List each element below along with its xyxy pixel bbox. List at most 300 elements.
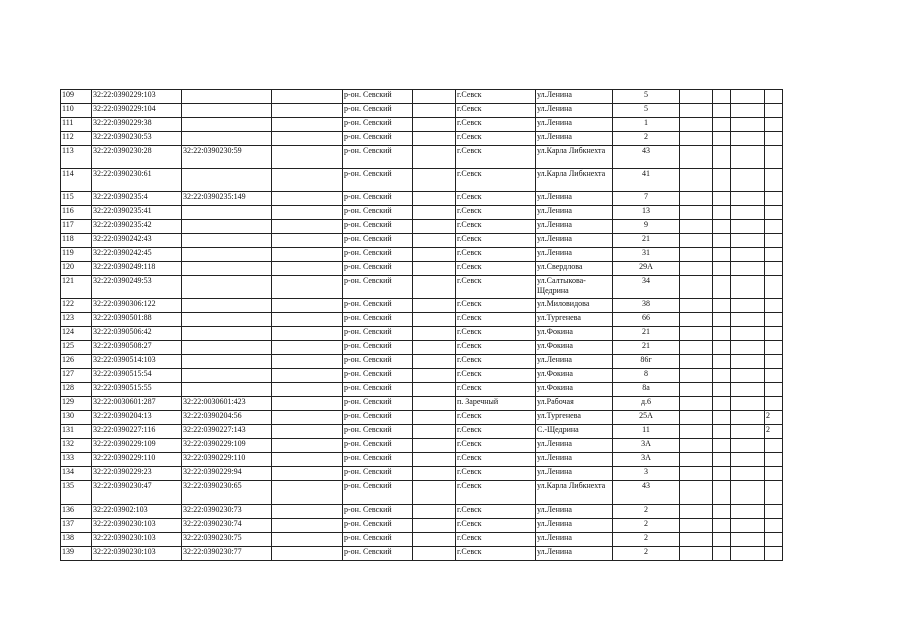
row-number-cell: 139 [61,547,92,561]
empty-cell [272,327,343,341]
empty-cell [680,132,713,146]
empty-cell [680,505,713,519]
empty-cell [680,234,713,248]
street-cell: ул.Ленина [536,505,613,519]
cadastral-number-cell: 32:22:0390229:23 [92,467,182,481]
street-cell: ул.Ленина [536,248,613,262]
street-cell: ул.Ленина [536,355,613,369]
house-number-cell: 38 [613,299,680,313]
extra-value-cell [765,206,783,220]
extra-value-cell [765,313,783,327]
cadastral-number-cell: 32:22:0390515:54 [92,369,182,383]
empty-cell [680,90,713,104]
house-number-cell: 11 [613,425,680,439]
empty-cell [713,467,731,481]
cadastral-number-2-cell: 32:22:0390230:73 [182,505,272,519]
empty-cell [680,439,713,453]
empty-cell [680,313,713,327]
row-number-cell: 128 [61,383,92,397]
house-number-cell: 66 [613,313,680,327]
district-cell: р-он. Севский [343,397,413,411]
house-number-cell: 8 [613,369,680,383]
empty-cell [680,453,713,467]
table-row [61,104,783,118]
row-number-cell: 134 [61,467,92,481]
town-cell: г.Севск [456,425,536,439]
house-number-cell: 2 [613,519,680,533]
extra-value-cell [765,146,783,169]
empty-cell [731,327,765,341]
empty-cell [413,327,456,341]
empty-cell [272,453,343,467]
extra-value-cell [765,481,783,505]
house-number-cell: 43 [613,481,680,505]
empty-cell [713,234,731,248]
empty-cell [713,248,731,262]
house-number-cell: 21 [613,327,680,341]
table-row [61,383,783,397]
street-cell: ул.Ленина [536,439,613,453]
empty-cell [713,220,731,234]
cadastral-number-2-cell [182,327,272,341]
cadastral-number-2-cell: 32:22:0030601:423 [182,397,272,411]
street-cell: ул.Ленина [536,132,613,146]
house-number-cell: 2 [613,533,680,547]
street-cell: ул.Ленина [536,467,613,481]
empty-cell [713,169,731,192]
empty-cell [731,192,765,206]
street-cell: ул.Фокина [536,327,613,341]
empty-cell [731,383,765,397]
table-row [61,439,783,453]
street-cell: ул.Ленина [536,220,613,234]
empty-cell [680,519,713,533]
cadastral-number-2-cell: 32:22:0390230:77 [182,547,272,561]
house-number-cell: 29А [613,262,680,276]
empty-cell [713,481,731,505]
table-row [61,467,783,481]
empty-cell [713,327,731,341]
district-cell: р-он. Севский [343,453,413,467]
empty-cell [272,481,343,505]
cadastral-number-2-cell [182,90,272,104]
street-cell: ул.Ленина [536,519,613,533]
empty-cell [680,262,713,276]
empty-cell [731,169,765,192]
row-number-cell: 123 [61,313,92,327]
street-cell: ул.Ленина [536,533,613,547]
empty-cell [272,299,343,313]
town-cell: г.Севск [456,533,536,547]
street-cell: ул.Фокина [536,369,613,383]
row-number-cell: 133 [61,453,92,467]
table-row [61,90,783,104]
cadastral-number-cell: 32:22:0030601:287 [92,397,182,411]
town-cell: г.Севск [456,453,536,467]
empty-cell [272,248,343,262]
table-row [61,146,783,169]
cadastral-number-cell: 32:22:0390230:103 [92,533,182,547]
row-number-cell: 110 [61,104,92,118]
empty-cell [713,192,731,206]
district-cell: р-он. Севский [343,481,413,505]
town-cell: г.Севск [456,467,536,481]
empty-cell [272,169,343,192]
empty-cell [680,276,713,299]
town-cell: г.Севск [456,481,536,505]
town-cell: г.Севск [456,220,536,234]
town-cell: г.Севск [456,327,536,341]
extra-value-cell [765,369,783,383]
table-row [61,355,783,369]
property-register-table [60,89,783,561]
table-row [61,453,783,467]
empty-cell [680,206,713,220]
empty-cell [713,547,731,561]
empty-cell [413,411,456,425]
cadastral-number-2-cell [182,234,272,248]
empty-cell [731,411,765,425]
house-number-cell: 21 [613,341,680,355]
table-row [61,248,783,262]
cadastral-number-cell: 32:22:0390229:110 [92,453,182,467]
cadastral-number-2-cell: 32:22:0390235:149 [182,192,272,206]
empty-cell [680,248,713,262]
cadastral-number-cell: 32:22:0390229:104 [92,104,182,118]
district-cell: р-он. Севский [343,383,413,397]
cadastral-number-cell: 32:22:0390229:38 [92,118,182,132]
empty-cell [413,355,456,369]
empty-cell [413,341,456,355]
district-cell: р-он. Севский [343,467,413,481]
table-row [61,169,783,192]
cadastral-number-2-cell: 32:22:0390230:75 [182,533,272,547]
cadastral-number-cell: 32:22:0390227:116 [92,425,182,439]
house-number-cell: 7 [613,192,680,206]
town-cell: г.Севск [456,90,536,104]
empty-cell [680,118,713,132]
street-cell: ул.Ленина [536,104,613,118]
empty-cell [731,299,765,313]
extra-value-cell [765,439,783,453]
empty-cell [413,132,456,146]
town-cell: г.Севск [456,299,536,313]
empty-cell [731,90,765,104]
street-cell: ул.Фокина [536,341,613,355]
empty-cell [413,192,456,206]
extra-value-cell [765,453,783,467]
table-row [61,132,783,146]
empty-cell [272,425,343,439]
extra-value-cell [765,467,783,481]
town-cell: г.Севск [456,411,536,425]
town-cell: г.Севск [456,169,536,192]
empty-cell [272,192,343,206]
table-row [61,276,783,299]
row-number-cell: 137 [61,519,92,533]
extra-value-cell [765,341,783,355]
empty-cell [731,533,765,547]
cadastral-number-cell: 32:22:0390235:4 [92,192,182,206]
empty-cell [731,397,765,411]
empty-cell [713,341,731,355]
street-cell: ул.Карла Либкнехта [536,169,613,192]
empty-cell [413,220,456,234]
empty-cell [713,505,731,519]
empty-cell [413,467,456,481]
street-cell: ул.Ленина [536,206,613,220]
empty-cell [713,262,731,276]
table-row [61,262,783,276]
empty-cell [413,234,456,248]
empty-cell [731,132,765,146]
empty-cell [713,206,731,220]
row-number-cell: 111 [61,118,92,132]
extra-value-cell [765,533,783,547]
empty-cell [413,533,456,547]
town-cell: г.Севск [456,313,536,327]
district-cell: р-он. Севский [343,132,413,146]
empty-cell [413,118,456,132]
cadastral-number-2-cell [182,355,272,369]
district-cell: р-он. Севский [343,533,413,547]
empty-cell [272,313,343,327]
row-number-cell: 109 [61,90,92,104]
extra-value-cell [765,248,783,262]
empty-cell [680,327,713,341]
empty-cell [680,411,713,425]
house-number-cell: 3 [613,467,680,481]
cadastral-number-cell: 32:22:0390230:47 [92,481,182,505]
extra-value-cell: 2 [765,425,783,439]
table-row [61,299,783,313]
row-number-cell: 118 [61,234,92,248]
house-number-cell: 31 [613,248,680,262]
empty-cell [713,533,731,547]
empty-cell [680,467,713,481]
empty-cell [713,146,731,169]
district-cell: р-он. Севский [343,425,413,439]
extra-value-cell [765,234,783,248]
empty-cell [731,341,765,355]
empty-cell [731,369,765,383]
empty-cell [731,453,765,467]
empty-cell [272,104,343,118]
empty-cell [680,169,713,192]
row-number-cell: 126 [61,355,92,369]
empty-cell [413,481,456,505]
empty-cell [272,519,343,533]
district-cell: р-он. Севский [343,276,413,299]
empty-cell [731,439,765,453]
town-cell: г.Севск [456,118,536,132]
cadastral-number-cell: 32:22:0390242:43 [92,234,182,248]
cadastral-number-cell: 32:22:0390230:103 [92,519,182,533]
table-row [61,519,783,533]
empty-cell [413,262,456,276]
table-body [61,90,783,561]
empty-cell [272,206,343,220]
row-number-cell: 119 [61,248,92,262]
town-cell: г.Севск [456,439,536,453]
cadastral-number-2-cell [182,248,272,262]
empty-cell [680,192,713,206]
empty-cell [680,547,713,561]
town-cell: г.Севск [456,276,536,299]
empty-cell [272,505,343,519]
street-cell: ул.Карла Либкнехта [536,146,613,169]
district-cell: р-он. Севский [343,369,413,383]
row-number-cell: 127 [61,369,92,383]
house-number-cell: д.6 [613,397,680,411]
town-cell: г.Севск [456,248,536,262]
extra-value-cell [765,90,783,104]
cadastral-number-2-cell [182,313,272,327]
table-row [61,505,783,519]
cadastral-number-2-cell [182,118,272,132]
empty-cell [731,467,765,481]
empty-cell [713,118,731,132]
street-cell: ул.Ленина [536,192,613,206]
extra-value-cell: 2 [765,411,783,425]
empty-cell [272,220,343,234]
town-cell: г.Севск [456,262,536,276]
empty-cell [713,425,731,439]
house-number-cell: 5 [613,90,680,104]
street-cell: С.-Щедрина [536,425,613,439]
cadastral-number-2-cell [182,276,272,299]
cadastral-number-2-cell [182,104,272,118]
cadastral-number-2-cell [182,206,272,220]
empty-cell [731,248,765,262]
table-row [61,234,783,248]
row-number-cell: 132 [61,439,92,453]
extra-value-cell [765,262,783,276]
empty-cell [731,425,765,439]
house-number-cell: 3А [613,453,680,467]
empty-cell [272,439,343,453]
extra-value-cell [765,118,783,132]
town-cell: г.Севск [456,132,536,146]
empty-cell [731,234,765,248]
cadastral-number-2-cell [182,369,272,383]
empty-cell [731,262,765,276]
empty-cell [731,104,765,118]
empty-cell [731,313,765,327]
cadastral-number-2-cell [182,169,272,192]
cadastral-number-cell: 32:22:0390204:13 [92,411,182,425]
empty-cell [680,146,713,169]
cadastral-number-cell: 32:22:0390506:42 [92,327,182,341]
empty-cell [413,90,456,104]
row-number-cell: 130 [61,411,92,425]
district-cell: р-он. Севский [343,169,413,192]
cadastral-number-cell: 32:22:0390514:103 [92,355,182,369]
row-number-cell: 122 [61,299,92,313]
town-cell: г.Севск [456,192,536,206]
empty-cell [713,299,731,313]
empty-cell [680,341,713,355]
street-cell: ул.Салтыкова-Щедрина [536,276,613,299]
district-cell: р-он. Севский [343,262,413,276]
empty-cell [272,341,343,355]
district-cell: р-он. Севский [343,248,413,262]
cadastral-number-cell: 32:22:0390230:103 [92,547,182,561]
empty-cell [272,533,343,547]
empty-cell [413,104,456,118]
empty-cell [272,262,343,276]
extra-value-cell [765,299,783,313]
cadastral-number-cell: 32:22:0390306:122 [92,299,182,313]
house-number-cell: 2 [613,505,680,519]
house-number-cell: 2 [613,132,680,146]
house-number-cell: 34 [613,276,680,299]
cadastral-number-2-cell [182,262,272,276]
empty-cell [272,411,343,425]
empty-cell [713,355,731,369]
empty-cell [713,439,731,453]
empty-cell [713,104,731,118]
cadastral-number-2-cell: 32:22:0390230:74 [182,519,272,533]
street-cell: ул.Миловидова [536,299,613,313]
empty-cell [272,383,343,397]
empty-cell [272,234,343,248]
empty-cell [731,118,765,132]
empty-cell [272,146,343,169]
street-cell: ул.Рабочая [536,397,613,411]
cadastral-number-cell: 32:22:0390235:41 [92,206,182,220]
empty-cell [272,467,343,481]
cadastral-number-cell: 32:22:0390229:103 [92,90,182,104]
house-number-cell: 8а [613,383,680,397]
empty-cell [413,453,456,467]
town-cell: п. Заречный [456,397,536,411]
street-cell: ул.Фокина [536,383,613,397]
empty-cell [731,547,765,561]
extra-value-cell [765,383,783,397]
table-row [61,118,783,132]
empty-cell [272,276,343,299]
cadastral-number-2-cell: 32:22:0390204:56 [182,411,272,425]
row-number-cell: 136 [61,505,92,519]
empty-cell [680,104,713,118]
row-number-cell: 114 [61,169,92,192]
cadastral-number-cell: 32:22:0390242:45 [92,248,182,262]
house-number-cell: 9 [613,220,680,234]
empty-cell [413,276,456,299]
town-cell: г.Севск [456,369,536,383]
house-number-cell: 13 [613,206,680,220]
cadastral-number-2-cell [182,383,272,397]
town-cell: г.Севск [456,355,536,369]
empty-cell [713,90,731,104]
cadastral-number-2-cell: 32:22:0390230:59 [182,146,272,169]
empty-cell [680,220,713,234]
district-cell: р-он. Севский [343,411,413,425]
town-cell: г.Севск [456,547,536,561]
street-cell: ул.Ленина [536,453,613,467]
table-row [61,533,783,547]
empty-cell [731,505,765,519]
empty-cell [413,547,456,561]
cadastral-number-2-cell: 32:22:0390229:94 [182,467,272,481]
street-cell: ул.Ленина [536,547,613,561]
cadastral-number-cell: 32:22:0390235:42 [92,220,182,234]
house-number-cell: 86г [613,355,680,369]
district-cell: р-он. Севский [343,90,413,104]
empty-cell [272,355,343,369]
cadastral-number-2-cell: 32:22:0390229:110 [182,453,272,467]
